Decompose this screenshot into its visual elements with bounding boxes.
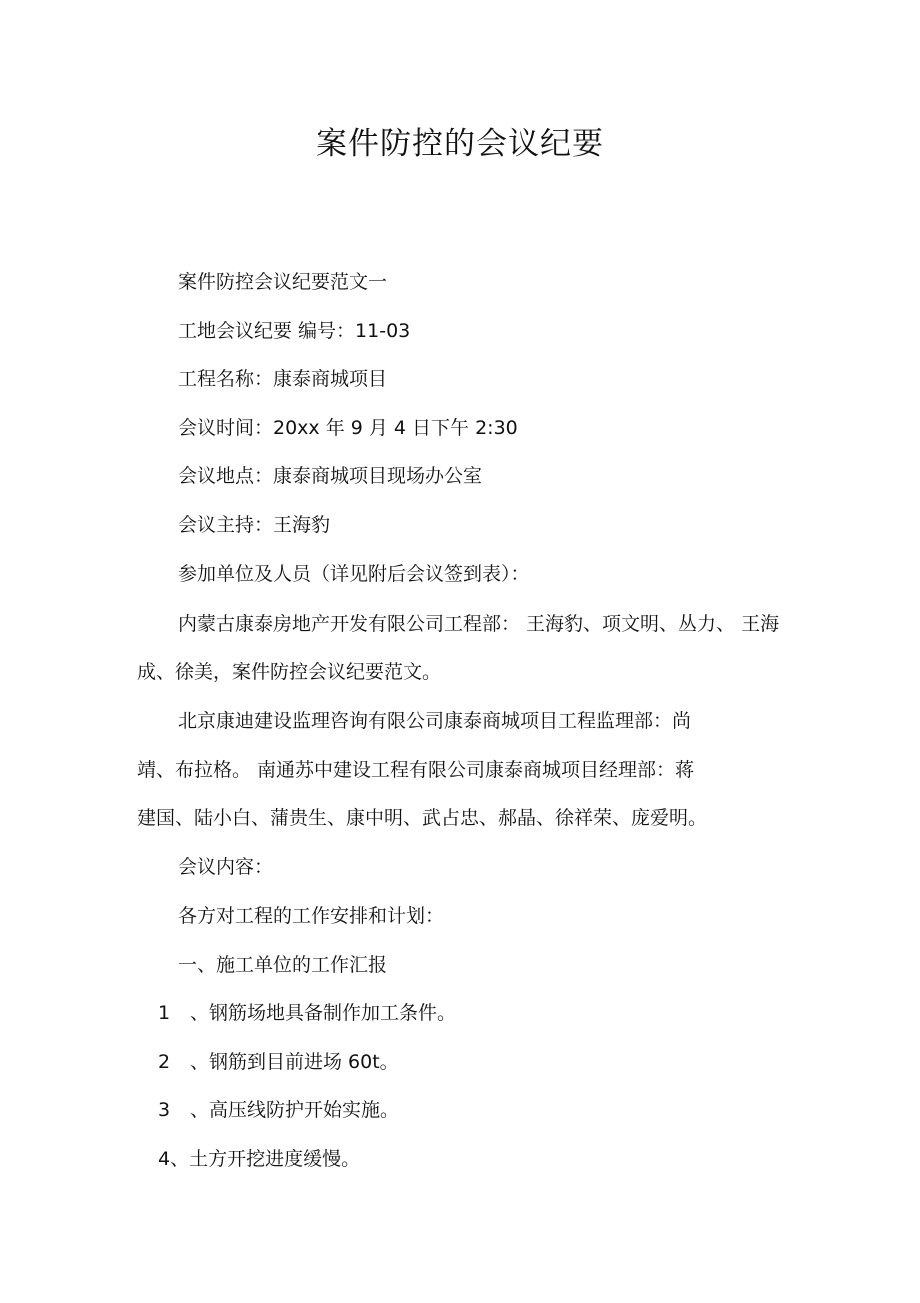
meeting-location: 会议地点：康泰商城项目现场办公室 — [178, 465, 483, 487]
attendee-paragraph-1-line-2: 成、徐美，案件防控会议纪要范文。 — [137, 661, 442, 683]
project-name: 工程名称：康泰商城项目 — [178, 368, 388, 390]
attendee-paragraph-2-line-2: 靖、布拉格。 南通苏中建设工程有限公司康泰商城项目经理部：蒋 — [137, 759, 695, 781]
attendee-paragraph-2-line-3: 建国、陆小白、蒲贵生、康中明、武占忠、郝晶、徐祥荣、庞爱明。 — [137, 807, 708, 829]
attendee-paragraph-2-line-1: 北京康迪建设监理咨询有限公司康泰商城项目工程监理部：尚 — [178, 710, 692, 732]
list-item — [158, 1000, 456, 1026]
attendee-paragraph-1-line-1: 内蒙古康泰房地产开发有限公司工程部： 王海豹、项文明、丛力、 王海 — [178, 613, 780, 635]
list-item-number: 2 — [158, 1051, 171, 1073]
list-item-number: 3 — [158, 1099, 171, 1121]
list-item-text: 4、土方开挖进度缓慢。 — [158, 1148, 361, 1170]
list-item — [158, 1097, 399, 1123]
list-item — [158, 1146, 360, 1172]
work-plan-heading: 各方对工程的工作安排和计划： — [178, 905, 445, 927]
list-item — [158, 1049, 399, 1075]
meeting-number: 工地会议纪要 编号：11-03 — [178, 320, 411, 342]
list-item-text: 、钢筋到目前进场 60t。 — [190, 1051, 399, 1073]
document-title: 案件防控的会议纪要 — [316, 126, 604, 162]
list-item-number: 1 — [158, 1002, 171, 1024]
meeting-time: 会议时间：20xx 年 9 月 4 日下午 2:30 — [178, 417, 518, 439]
construction-report-heading: 一、施工单位的工作汇报 — [178, 954, 388, 976]
list-item-text: 、钢筋场地具备制作加工条件。 — [190, 1002, 457, 1024]
list-item-text: 、高压线防护开始实施。 — [190, 1099, 400, 1121]
meeting-content-heading: 会议内容： — [178, 856, 274, 878]
attendees-heading: 参加单位及人员（详见附后会议签到表）： — [178, 563, 530, 585]
section-heading: 案件防控会议纪要范文一 — [178, 271, 388, 293]
meeting-host: 会议主持：王海豹 — [178, 514, 331, 536]
